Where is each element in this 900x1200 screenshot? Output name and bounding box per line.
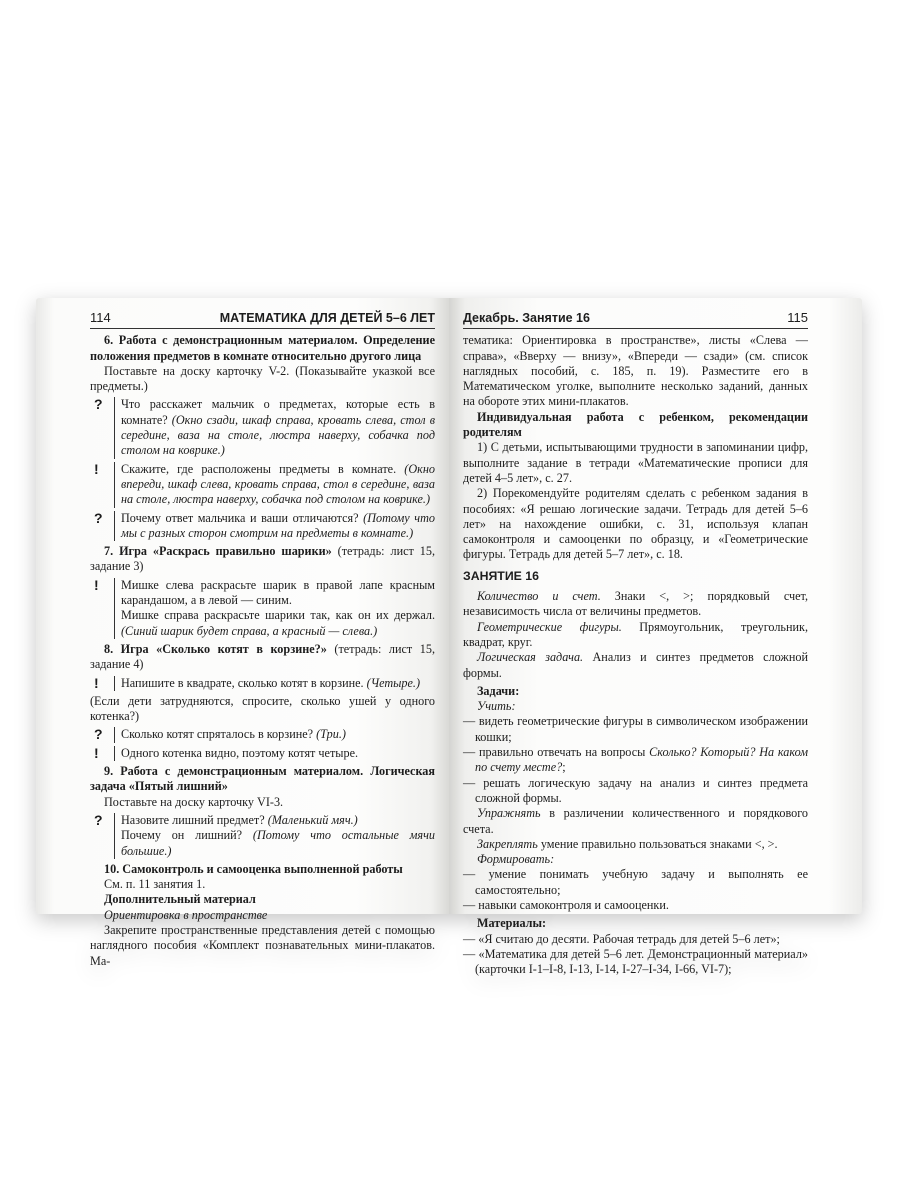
question-block	[90, 727, 435, 742]
answer-text: (Четыре.)	[366, 675, 421, 690]
individual-work-item: 1) С детьми, испытывающими трудности в запоминании цифр, выполните задание в тетради «Математические прописи для детей 4–5 лет», с. 27.	[463, 440, 808, 485]
exclamation-mark-icon: !	[94, 460, 99, 477]
exclamation-mark-icon: !	[94, 744, 99, 761]
form-item: — навыки самоконтроля и самооценки.	[463, 897, 669, 912]
answer-text: (Потому что мы с разных сторон смотрим на предметы в комнате.)	[121, 510, 436, 540]
running-head-right	[463, 310, 808, 329]
teach-item	[463, 745, 808, 776]
question-text: Сколько котят спряталось в корзине?	[121, 727, 314, 742]
page-right	[449, 298, 862, 977]
continued-text: тематика: Ориентировка в пространстве», листы «Слева — справа», «Вверху — внизу», «Впереди — сзади» (см. список наглядных пособий, с. 185, п. 19). Разместите его в Математическом уголке, выполните несколько заданий, данных на обороте этих мини-плакатов.	[463, 333, 808, 409]
exclaim-block	[90, 676, 435, 691]
material-item: — «Я считаю до десяти. Рабочая тетрадь для детей 5–6 лет»;	[463, 931, 780, 946]
topic-label: Геометрические фигуры.	[477, 619, 622, 634]
running-head-left	[90, 310, 435, 329]
section-8-heading: 8. Игра «Сколько котят в корзине?»	[104, 641, 327, 656]
section-7-note: (тетрадь: лист 15, задание 3)	[90, 544, 435, 574]
section-6-heading: 6. Работа с демонстрационным материалом. Определение положения предметов в комнате относительно другого лица	[90, 333, 435, 363]
materials-heading: Материалы:	[477, 916, 547, 931]
question-mark-icon: ?	[94, 726, 103, 743]
question-block	[90, 511, 435, 542]
teach-item-text: — правильно отвечать на вопросы	[463, 745, 646, 760]
answer-text: (Окно впереди, шкаф слева, кровать справа, стол в середине, ваза на столе, люстра наверху, собачка под столом на коврике.)	[121, 461, 435, 507]
open-book	[36, 298, 862, 977]
topic-label: Количество и счет.	[477, 589, 601, 604]
section-9-heading: 9. Работа с демонстрационным материалом. Логическая задача «Пятый лишний»	[90, 764, 435, 794]
page-left	[36, 298, 449, 968]
teach-item: — решать логическую задачу на анализ и синтез предмета сложной формы.	[463, 775, 808, 805]
individual-work-heading: Индивидуальная работа с ребенком, рекомендации родителям	[463, 409, 808, 440]
answer-text: (Синий шарик будет справа, а красный — слева.)	[121, 623, 378, 638]
instruction-text: Скажите, где расположены предметы в комнате.	[121, 461, 397, 476]
question-mark-icon: ?	[94, 509, 103, 526]
section-8-text: (Если дети затрудняются, спросите, сколько ушей у одного котенка?)	[90, 693, 435, 724]
exclaim-block	[90, 578, 435, 639]
extra-material-text: Закрепите пространственные представления детей с помощью наглядного пособия «Комплект познавательных мини-плакатов. Ма-	[90, 922, 435, 968]
extra-material-subheading: Ориентировка в пространстве	[104, 907, 268, 922]
question-text: Почему он лишний?	[121, 828, 243, 843]
running-head-title-right: Декабрь. Занятие 16	[463, 311, 590, 325]
section-6-text: Поставьте на доску карточку V-2. (Показывайте указкой все предметы.)	[90, 363, 435, 394]
page-number-right: 115	[787, 310, 808, 325]
topic-label: Логическая задача.	[477, 650, 584, 665]
answer-text: (Маленький мяч.)	[267, 812, 358, 827]
section-10-text: См. п. 11 занятия 1.	[104, 877, 206, 892]
question-text: Почему ответ мальчика и ваши отличаются?	[121, 510, 359, 525]
topic-text: Знаки <, >; порядковый счет, независимость числа от величины предметов.	[463, 589, 808, 619]
exclamation-mark-icon: !	[94, 576, 99, 593]
section-9-text: Поставьте на доску карточку VI-3.	[104, 794, 284, 809]
instruction-text: Мишке слева раскрасьте шарик в правой лапе красным карандашом, а в левой — синим.	[121, 577, 435, 608]
reinforce-label: Закреплять	[477, 836, 538, 851]
topic-text: Анализ и синтез предметов сложной формы.	[463, 650, 808, 680]
running-head-title-left: МАТЕМАТИКА ДЛЯ ДЕТЕЙ 5–6 ЛЕТ	[219, 311, 435, 325]
teach-item: — видеть геометрические фигуры в символическом изображении кошки;	[463, 714, 808, 744]
instruction-text: Мишке справа раскрасьте шарики так, как он их держал.	[121, 608, 435, 623]
exclaim-block	[90, 746, 435, 761]
question-text: Что расскажет мальчик о предметах, которые есть в комнате?	[121, 397, 435, 427]
section-7-heading: 7. Игра «Раскрась правильно шарики»	[104, 544, 332, 559]
material-item: — «Математика для детей 5–6 лет. Демонстрационный материал» (карточки I-1–I-8, I-13, I-14, I-27–I-34, I-66, VI-7);	[463, 946, 808, 977]
instruction-text: Напишите в квадрате, сколько котят в корзине.	[121, 675, 364, 690]
answer-text: (Окно сзади, шкаф справа, кровать слева, стол в середине, ваза на столе, люстра наверху, собачка под столом на коврике.)	[121, 412, 435, 458]
section-10-heading: 10. Самоконтроль и самооценка выполненной работы	[104, 861, 403, 876]
form-item: — умение понимать учебную задачу и выполнять ее самостоятельно;	[463, 867, 808, 897]
section-8-note: (тетрадь: лист 15, задание 4)	[90, 641, 435, 672]
question-mark-icon: ?	[94, 811, 103, 828]
question-mark-icon: ?	[94, 396, 103, 413]
page-number-left: 114	[90, 310, 111, 325]
answer-text: (Потому что остальные мячи большие.)	[121, 828, 436, 858]
form-label: Формировать:	[477, 852, 555, 867]
question-block	[90, 813, 435, 859]
topic-text: Прямоугольник, треугольник, квадрат, круг.	[463, 619, 808, 649]
answer-text: (Три.)	[316, 727, 346, 742]
instruction-text: Одного котенка видно, поэтому котят четыре.	[121, 745, 359, 760]
tasks-heading: Задачи:	[477, 683, 520, 698]
exercise-label: Упражнять	[477, 806, 541, 821]
exclaim-block	[90, 462, 435, 508]
individual-work-item: 2) Порекомендуйте родителям сделать с ребенком задания в пособиях: «Я решаю логические задачи. Тетрадь для детей 5–6 лет» на нахождение ошибки, с. 31, используя клапан самоконтроля и самооценки по образцу, и «Геометрические фигуры. Тетрадь для детей 5–7 лет», с. 18.	[463, 486, 808, 562]
lesson-heading: ЗАНЯТИЕ 16	[463, 568, 539, 583]
teach-item-end: ;	[562, 760, 566, 775]
extra-material-heading: Дополнительный материал	[104, 892, 256, 907]
exercise-text: в различении количественного и порядкового счета.	[463, 806, 808, 836]
teach-item-questions: Сколько? Который? На каком по счету месте?	[475, 745, 809, 775]
exclamation-mark-icon: !	[94, 674, 99, 691]
question-text: Назовите лишний предмет?	[121, 812, 265, 827]
question-block	[90, 397, 435, 458]
teach-label: Учить:	[477, 699, 516, 714]
reinforce-text: умение правильно пользоваться знаками <, >.	[540, 836, 778, 851]
